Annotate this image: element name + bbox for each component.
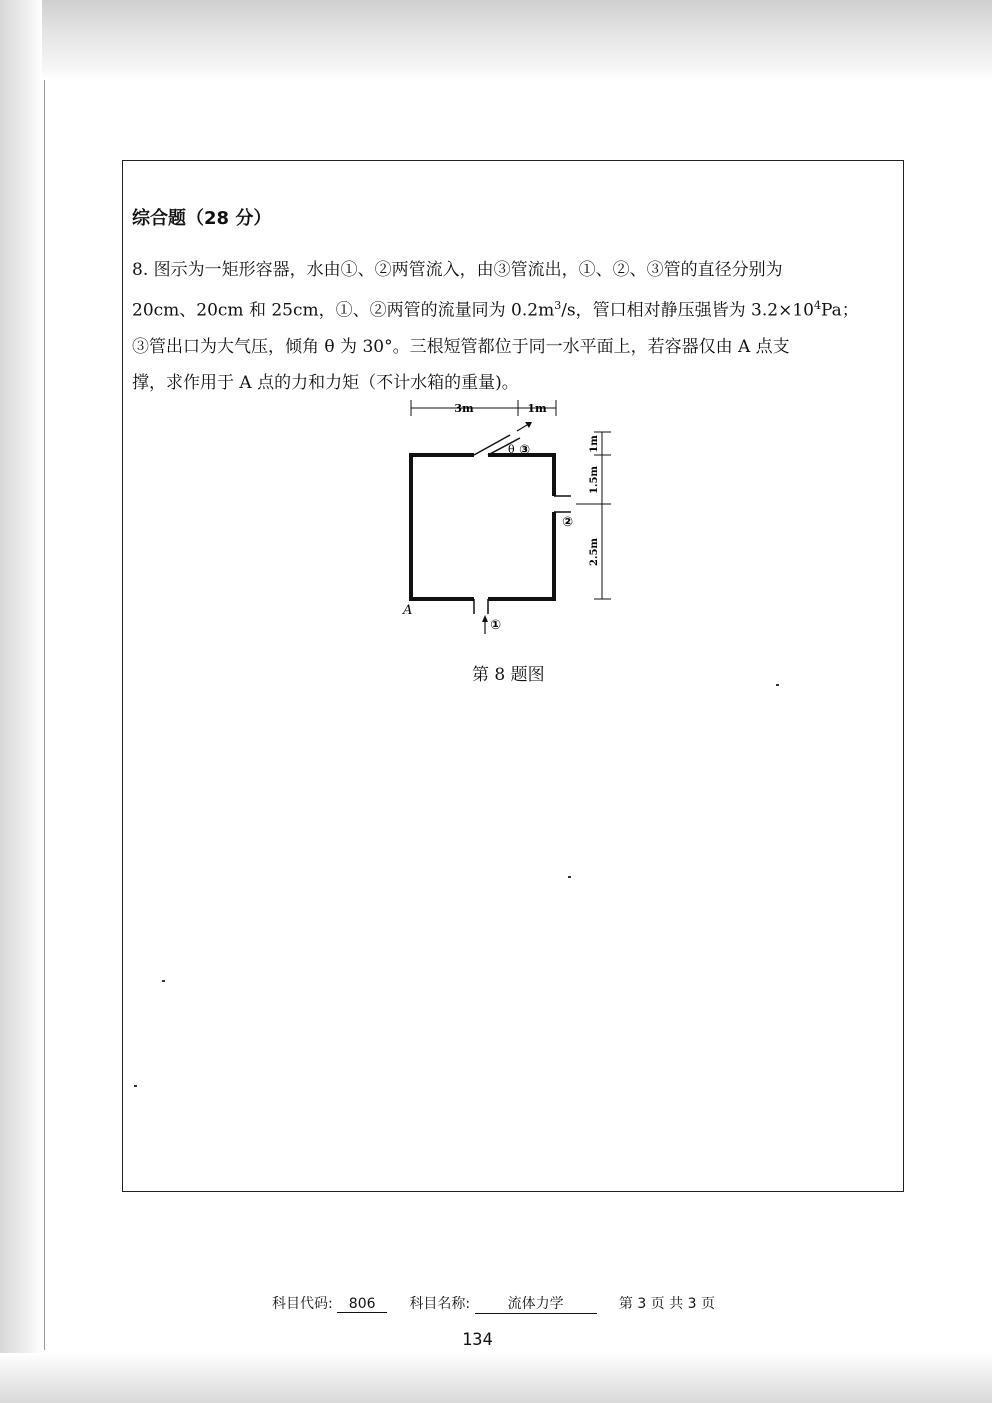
question-line-2b: /s，管口相对静压强皆为 3.2×10 [561, 300, 814, 321]
page-number: 134 [462, 1330, 493, 1350]
subject-name-label: 科目名称: [409, 1296, 471, 1312]
point-a-label: A [403, 603, 413, 618]
pipe-1 [474, 599, 488, 614]
dimension-2-5m: 2.5m [589, 538, 600, 566]
subject-code-value: 806 [337, 1296, 387, 1313]
dimension-1m-top: 1m [527, 402, 547, 415]
page-info: 第 3 页 共 3 页 [618, 1296, 715, 1312]
scan-speck [134, 1085, 137, 1087]
pipe-1-arrow [482, 615, 488, 634]
theta-label: θ [508, 443, 515, 456]
figure-caption: 第 8 题图 [472, 665, 545, 685]
question-line-2a: 20cm、20cm 和 25cm，①、②两管的流量同为 0.2m [132, 300, 555, 321]
pipe-2-label: ② [562, 515, 574, 530]
dimension-3m: 3m [454, 402, 474, 415]
scan-speck [568, 876, 571, 878]
dimension-1m-side: 1m [589, 435, 600, 453]
page-footer [272, 1293, 715, 1314]
pipe-3-label: ③ [519, 443, 531, 458]
superscript-4: 4 [813, 299, 821, 312]
question-text [132, 252, 894, 401]
question-line-2c: Pa； [820, 300, 859, 321]
superscript-3: 3 [554, 299, 562, 312]
question-line-2 [132, 288, 894, 329]
scan-speck [776, 684, 779, 686]
dimension-1-5m: 1.5m [589, 466, 600, 494]
scan-shadow-top [0, 0, 992, 80]
question-line-3: ③管出口为大气压，倾角 θ 为 30°。三根短管都位于同一水平面上，若容器仅由 A 点支 [132, 336, 790, 357]
question-line-1: 8. 图示为一矩形容器，水由①、②两管流入，由③管流出，①、②、③管的直径分别为 [132, 260, 783, 280]
scan-shadow-left [0, 0, 42, 1403]
subject-name-value: 流体力学 [475, 1293, 597, 1314]
pipe-3-arrow [517, 422, 532, 431]
scan-shadow-bottom [0, 1353, 992, 1403]
pipe-2 [554, 496, 571, 512]
container-walls [411, 455, 554, 599]
section-heading: 综合题（28 分） [132, 208, 272, 229]
pipe-1-label: ① [490, 618, 502, 633]
margin-rule [44, 80, 45, 1350]
subject-code-label: 科目代码: [272, 1296, 333, 1312]
question-line-4: 撑，求作用于 A 点的力和力矩（不计水箱的重量)。 [132, 372, 519, 393]
dimension-right [576, 432, 611, 599]
scan-speck [162, 980, 165, 982]
container-diagram [396, 396, 626, 646]
